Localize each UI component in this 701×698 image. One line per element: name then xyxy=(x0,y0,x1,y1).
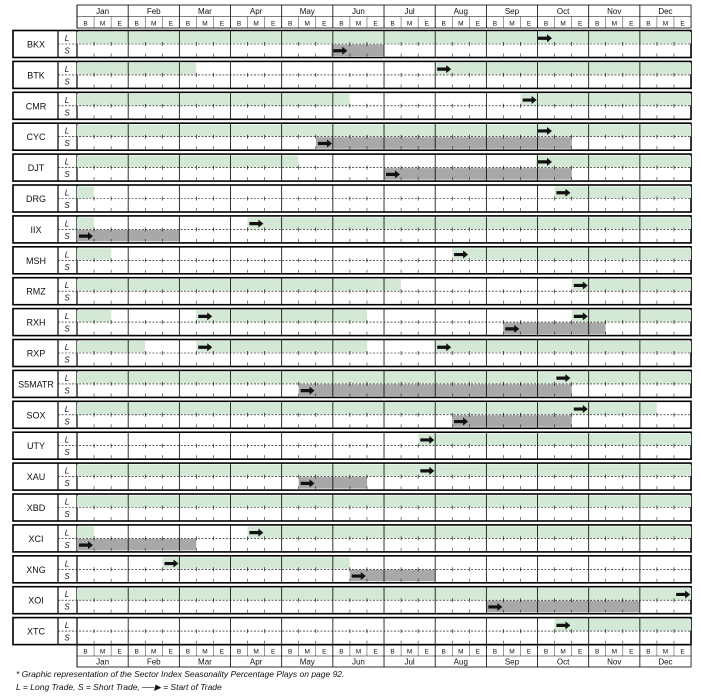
bottom-period-label: B xyxy=(492,648,498,656)
bottom-period-label: E xyxy=(680,648,685,656)
long-row-label: L xyxy=(64,590,70,600)
top-month-label: Sep xyxy=(504,6,520,16)
long-row-label: L xyxy=(64,219,70,229)
bottom-period-label: M xyxy=(355,648,362,656)
bottom-period-label: E xyxy=(577,648,583,656)
long-row-label: L xyxy=(64,497,70,507)
short-trade-bar xyxy=(77,539,196,551)
top-period-label: B xyxy=(83,20,88,28)
short-row-label: S xyxy=(64,139,70,149)
bottom-month-label: Dec xyxy=(658,657,673,667)
top-month-label: Jan xyxy=(96,6,110,16)
bottom-period-label: M xyxy=(560,648,566,656)
bottom-month-label: Nov xyxy=(607,657,622,667)
top-period-label: B xyxy=(236,20,242,28)
bottom-month-label: Oct xyxy=(556,657,570,667)
footnote-line-2: L = Long Trade, S = Short Trade, ──▶ = Start of Trade xyxy=(16,682,222,692)
long-trade-bar xyxy=(452,248,691,259)
top-period-label: B xyxy=(185,20,191,28)
top-period-label: B xyxy=(288,20,293,28)
top-period-label: B xyxy=(441,20,446,28)
footnote-line-1: * Graphic representation of the Sector Index Seasonality Percentage Plays on page 92. xyxy=(16,669,345,679)
long-trade-bar xyxy=(536,156,691,168)
top-period-label: E xyxy=(475,20,481,28)
long-row-label: L xyxy=(64,559,70,569)
top-month-label: Dec xyxy=(658,6,673,16)
short-row-label: S xyxy=(64,324,70,334)
short-trade-bar xyxy=(486,601,640,613)
short-trade-bar xyxy=(384,168,572,180)
long-row-label: L xyxy=(64,312,70,322)
top-period-label: B xyxy=(390,20,395,28)
short-row-label: S xyxy=(64,602,70,612)
top-period-label: M xyxy=(253,20,259,28)
bottom-month-label: Feb xyxy=(146,657,161,667)
sector-label: XAU xyxy=(26,472,46,483)
bottom-period-label: E xyxy=(373,648,378,656)
long-row-label: L xyxy=(64,404,70,414)
long-trade-bar xyxy=(77,341,145,353)
short-trade-bar xyxy=(316,137,572,149)
long-trade-bar xyxy=(536,125,691,137)
top-month-label: Apr xyxy=(249,6,263,16)
top-period-label: E xyxy=(680,20,685,28)
top-period-label: E xyxy=(117,20,122,28)
top-period-label: B xyxy=(134,20,139,28)
top-period-label: B xyxy=(646,20,651,28)
long-trade-bar xyxy=(77,217,94,229)
top-period-label: E xyxy=(577,20,583,28)
top-period-label: M xyxy=(304,20,310,28)
long-trade-bar xyxy=(77,310,111,322)
bottom-period-label: E xyxy=(219,648,225,656)
sector-label: MSH xyxy=(26,255,46,266)
top-month-label: Jun xyxy=(351,6,365,16)
short-row-label: S xyxy=(64,231,70,241)
top-period-label: M xyxy=(151,20,157,28)
top-period-label: M xyxy=(611,20,617,28)
sector-label: XTC xyxy=(27,626,45,637)
bottom-period-label: B xyxy=(288,648,293,656)
long-trade-bar xyxy=(418,434,691,446)
long-row-label: L xyxy=(64,528,70,538)
bottom-period-label: M xyxy=(151,648,157,656)
bottom-period-label: E xyxy=(424,648,429,656)
short-row-label: S xyxy=(64,479,70,489)
top-month-label: May xyxy=(299,6,315,16)
long-trade-bar xyxy=(572,310,691,322)
short-row-label: S xyxy=(64,355,70,365)
long-trade-bar xyxy=(247,526,691,538)
bottom-period-label: B xyxy=(595,648,600,656)
sector-label: DRG xyxy=(26,194,46,204)
long-row-label: L xyxy=(64,466,70,476)
bottom-month-label: Jul xyxy=(404,657,415,667)
sector-label: XCI xyxy=(28,533,44,544)
long-trade-bar xyxy=(521,94,691,106)
short-row-label: S xyxy=(64,633,70,643)
bottom-period-label: M xyxy=(202,648,208,656)
long-trade-bar xyxy=(77,94,350,106)
bottom-period-label: B xyxy=(646,648,651,656)
long-trade-bar xyxy=(77,32,536,44)
bottom-period-label: E xyxy=(475,648,481,656)
sector-label: DJT xyxy=(27,163,45,174)
top-period-label: E xyxy=(629,20,634,28)
top-period-label: M xyxy=(509,20,515,28)
bottom-month-label: Aug xyxy=(453,657,468,667)
sector-label: UTY xyxy=(27,441,45,452)
bottom-month-label: Sep xyxy=(504,657,520,667)
long-row-label: L xyxy=(64,621,70,631)
long-trade-bar xyxy=(77,279,401,291)
bottom-month-label: Mar xyxy=(198,657,212,667)
long-trade-bar xyxy=(418,465,691,477)
long-trade-bar xyxy=(435,63,691,75)
long-trade-bar xyxy=(554,187,691,199)
short-trade-bar xyxy=(452,415,572,427)
top-period-label: E xyxy=(322,20,327,28)
short-row-label: S xyxy=(64,540,70,550)
sector-label: RXH xyxy=(26,317,46,328)
long-row-label: L xyxy=(64,34,70,43)
top-month-label: Jul xyxy=(404,6,415,16)
short-row-label: S xyxy=(64,262,70,272)
long-row-label: L xyxy=(64,126,70,136)
bottom-period-label: B xyxy=(185,648,191,656)
bottom-month-label: May xyxy=(299,657,315,667)
bottom-period-label: B xyxy=(441,648,446,656)
long-trade-bar xyxy=(554,619,691,631)
long-row-label: L xyxy=(64,281,70,291)
long-row-label: L xyxy=(64,188,70,198)
long-row-label: L xyxy=(64,64,70,74)
bottom-period-label: B xyxy=(236,648,242,656)
top-period-label: B xyxy=(543,20,549,28)
long-trade-bar xyxy=(554,372,691,384)
long-trade-bar xyxy=(77,403,657,415)
top-period-label: B xyxy=(492,20,498,28)
bottom-period-label: B xyxy=(339,648,344,656)
top-period-label: M xyxy=(355,20,362,28)
long-trade-bar xyxy=(247,217,691,229)
bottom-period-label: M xyxy=(509,648,515,656)
top-period-label: E xyxy=(526,20,532,28)
long-trade-bar xyxy=(536,32,691,44)
sector-label: BKX xyxy=(26,39,46,50)
sector-label: BTK xyxy=(27,70,45,81)
bottom-month-label: Jan xyxy=(96,657,110,667)
short-row-label: S xyxy=(64,417,70,427)
bottom-period-label: M xyxy=(304,648,310,656)
short-row-label: S xyxy=(64,201,70,210)
sector-label: IIX xyxy=(30,224,42,235)
top-period-label: E xyxy=(168,20,173,28)
top-period-label: B xyxy=(339,20,344,28)
bottom-period-label: E xyxy=(117,648,122,656)
long-row-label: L xyxy=(64,250,70,260)
sector-label: RXP xyxy=(26,348,46,359)
top-month-label: Feb xyxy=(146,6,161,16)
bottom-period-label: B xyxy=(134,648,139,656)
bottom-month-label: Apr xyxy=(249,657,263,667)
sector-label: SOX xyxy=(26,410,46,421)
top-period-label: E xyxy=(373,20,378,28)
long-trade-bar xyxy=(77,63,196,75)
bottom-period-label: M xyxy=(406,648,413,656)
bottom-period-label: E xyxy=(270,648,276,656)
top-period-label: M xyxy=(458,20,464,28)
top-period-label: M xyxy=(560,20,566,28)
short-row-label: S xyxy=(64,293,70,303)
bottom-period-label: E xyxy=(526,648,532,656)
long-trade-bar xyxy=(162,557,349,569)
long-trade-bar xyxy=(435,341,691,353)
top-period-label: E xyxy=(424,20,429,28)
long-trade-bar xyxy=(77,187,94,199)
sector-label: S5MATR xyxy=(18,379,54,390)
top-month-label: Nov xyxy=(607,6,622,16)
short-row-label: S xyxy=(64,77,70,87)
long-trade-bar xyxy=(572,279,691,291)
short-row-label: S xyxy=(64,386,70,396)
long-row-label: L xyxy=(64,95,70,105)
long-row-label: L xyxy=(64,435,70,445)
bottom-period-label: E xyxy=(629,648,634,656)
sector-label: XOI xyxy=(28,595,44,606)
short-row-label: S xyxy=(64,510,70,519)
sector-label: CMR xyxy=(25,101,47,112)
bottom-period-label: M xyxy=(611,648,617,656)
long-trade-bar xyxy=(77,248,111,259)
bottom-period-label: E xyxy=(168,648,173,656)
short-row-label: S xyxy=(64,448,70,458)
bottom-period-label: M xyxy=(99,648,106,656)
top-month-label: Mar xyxy=(198,6,212,16)
short-row-label: S xyxy=(64,571,70,581)
bottom-period-label: M xyxy=(458,648,464,656)
sector-label: XNG xyxy=(26,564,46,575)
bottom-period-label: B xyxy=(83,648,88,656)
bottom-period-label: E xyxy=(322,648,327,656)
top-month-label: Oct xyxy=(556,6,570,16)
top-period-label: M xyxy=(202,20,208,28)
bottom-period-label: M xyxy=(662,648,669,656)
long-trade-bar xyxy=(77,156,299,168)
bottom-period-label: B xyxy=(390,648,395,656)
top-period-label: M xyxy=(406,20,413,28)
bottom-month-label: Jun xyxy=(351,657,365,667)
short-row-label: S xyxy=(64,108,70,118)
sector-label: CYC xyxy=(26,132,46,143)
top-period-label: B xyxy=(595,20,600,28)
sector-label: RMZ xyxy=(26,286,46,297)
top-month-label: Aug xyxy=(453,6,468,16)
short-row-label: S xyxy=(64,170,70,180)
long-row-label: L xyxy=(64,373,70,383)
long-row-label: L xyxy=(64,343,70,352)
top-period-label: E xyxy=(270,20,276,28)
bottom-period-label: B xyxy=(543,648,549,656)
short-row-label: S xyxy=(64,46,70,56)
top-period-label: E xyxy=(219,20,225,28)
long-row-label: L xyxy=(64,157,70,167)
long-trade-bar xyxy=(77,526,94,538)
bottom-period-label: M xyxy=(253,648,259,656)
top-period-label: M xyxy=(662,20,669,28)
top-period-label: M xyxy=(99,20,106,28)
sector-label: XBD xyxy=(26,503,46,513)
